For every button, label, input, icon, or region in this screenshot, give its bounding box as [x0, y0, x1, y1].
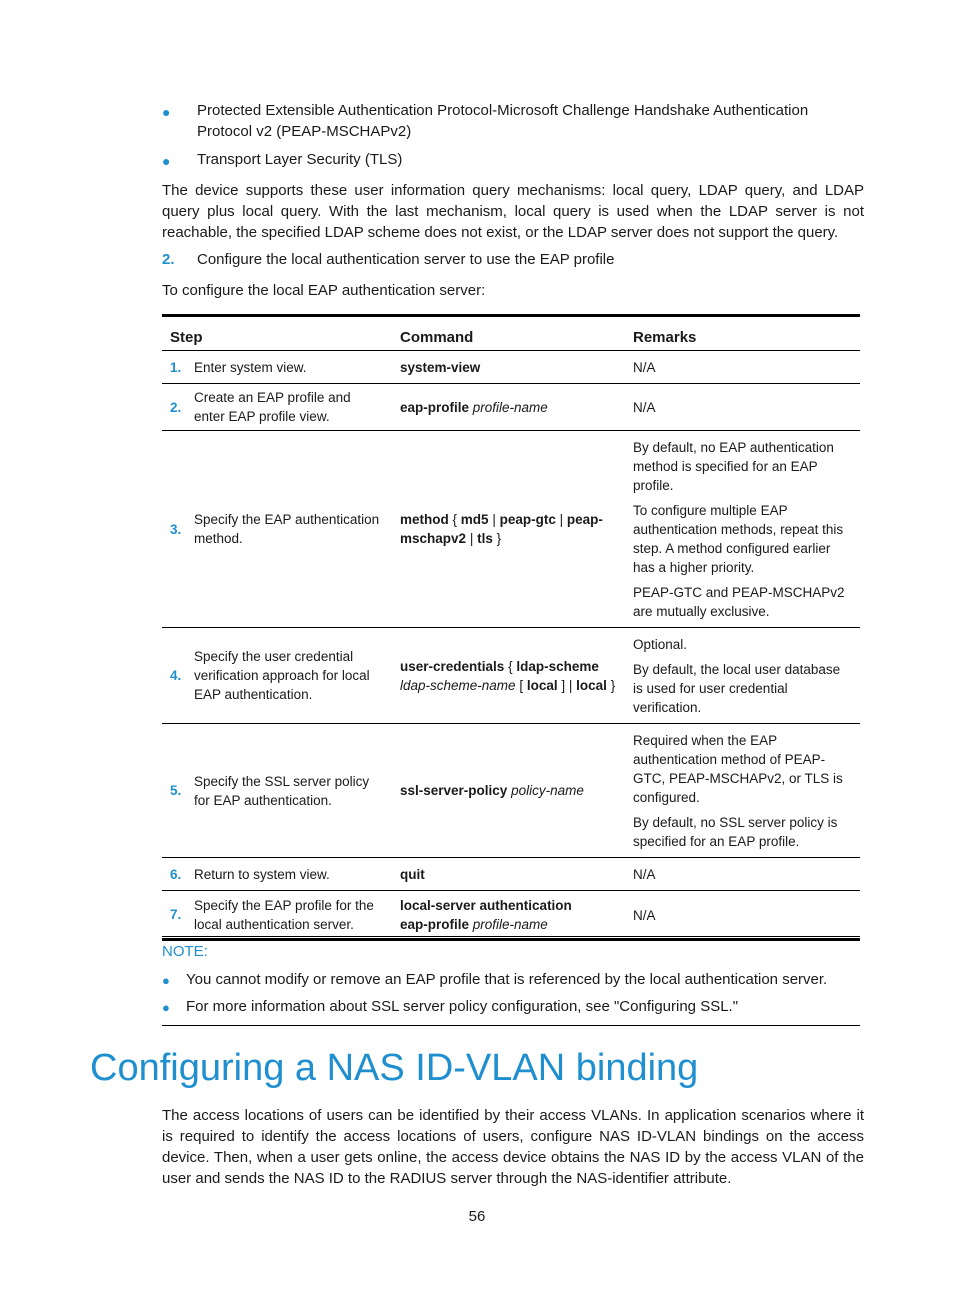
header-step: Step [162, 316, 392, 351]
step-number: 2. [162, 384, 186, 431]
remarks-cell [625, 384, 860, 431]
command-cell [392, 891, 625, 940]
command-cell [392, 384, 625, 431]
command-symbol: } [496, 531, 502, 546]
remark-text: Required when the EAP authentication method of PEAP-GTC, PEAP-MSCHAPv2, or TLS is configured. [633, 733, 843, 805]
remarks-cell [625, 724, 860, 858]
command-cell [392, 858, 625, 891]
table-intro: To configure the local EAP authentication server: [162, 282, 486, 299]
table-row [162, 628, 860, 724]
step-text: Configure the local authentication server to use the EAP profile [197, 251, 615, 268]
step-number: 4. [162, 628, 186, 724]
command-symbol: { [508, 658, 513, 674]
command-keyword: quit [400, 866, 425, 882]
command-keyword: system-view [400, 359, 481, 375]
command-keyword: ssl-server-policy [400, 783, 508, 798]
command-keyword: method [400, 512, 449, 527]
step-description: Specify the SSL server policy for EAP authentication. [186, 724, 392, 858]
command-keyword: eap-profile [400, 916, 470, 932]
bullet-icon: ● [162, 1000, 170, 1015]
remarks-cell [625, 351, 860, 384]
command-cell [392, 431, 625, 628]
step-description: Specify the EAP authentication method. [186, 431, 392, 628]
note-box [162, 936, 860, 1026]
command-symbol: ] | [561, 677, 573, 693]
step-description: Specify the EAP profile for the local authentication server. [186, 891, 392, 940]
command-symbol: | [469, 531, 474, 546]
step-number: 3. [162, 431, 186, 628]
list-item [162, 149, 862, 170]
remark-text: N/A [633, 907, 656, 923]
table-header-row [162, 316, 860, 351]
command-cell [392, 628, 625, 724]
remark-text: Optional. [633, 637, 688, 652]
command-keyword: tls [477, 531, 493, 546]
command-keyword: local-server authentication [400, 897, 572, 913]
table-row [162, 431, 860, 628]
table-row [162, 858, 860, 891]
remark-text: To configure multiple EAP authentication methods, repeat this step. A method configured earlier has a higher priority. [633, 503, 844, 575]
remarks-cell [625, 858, 860, 891]
remarks-cell [625, 431, 860, 628]
note-text: You cannot modify or remove an EAP profile that is referenced by the local authentication server. [186, 971, 828, 988]
command-symbol: { [452, 512, 458, 527]
step-number: 6. [162, 858, 186, 891]
header-command: Command [392, 316, 625, 351]
command-symbol: | [559, 512, 564, 527]
remarks-cell [625, 891, 860, 940]
command-symbol: | [492, 512, 496, 527]
list-item [162, 996, 860, 1017]
step-number: 5. [162, 724, 186, 858]
note-text: For more information about SSL server policy configuration, see "Configuring SSL." [186, 998, 739, 1015]
step-description: Return to system view. [186, 858, 392, 891]
configuration-table [162, 314, 860, 941]
section-paragraph: The access locations of users can be identified by their access VLANs. In application scenarios where it is required to identify the access locations of users, configure NAS ID-VLAN bindings on the access device. Then, when a user gets online, the access device obtains the NAS ID by the access VLAN of the user and sends the NAS ID to the RADIUS server through the NAS-identifier attribute. [162, 1107, 864, 1187]
list-item [162, 969, 860, 990]
command-symbol: } [610, 677, 616, 693]
page-number: 56 [468, 1208, 486, 1225]
step-number: 1. [162, 351, 186, 384]
step-description: Enter system view. [186, 351, 392, 384]
step-description: Specify the user credential verification approach for local EAP authentication. [186, 628, 392, 724]
command-keyword: eap-profile [400, 399, 470, 415]
list-item-text: Transport Layer Security (TLS) [197, 151, 403, 168]
remark-text: By default, no EAP authentication method is specified for an EAP profile. [633, 440, 834, 493]
command-cell [392, 724, 625, 858]
step-number: 2. [162, 251, 175, 268]
command-cell [392, 351, 625, 384]
remark-text: By default, no SSL server policy is specified for an EAP profile. [633, 815, 838, 849]
step-number: 7. [162, 891, 186, 940]
remark-text: By default, the local user database is used for user credential verification. [633, 662, 841, 715]
command-argument: profile-name [472, 399, 548, 415]
intro-paragraph: The device supports these user information query mechanisms: local query, LDAP query, and LDAP query plus local query. With the last mechanism, local query is used when the LDAP server is not reachable, the specified LDAP scheme does not exist, or the LDAP server does not support the query. [162, 182, 864, 241]
note-list [162, 969, 860, 1017]
table-row [162, 351, 860, 384]
remark-text: N/A [633, 867, 656, 882]
section-title: Configuring a NAS ID-VLAN binding [90, 1047, 699, 1089]
command-keyword: local [576, 677, 607, 693]
command-keyword: ldap-scheme [516, 658, 599, 674]
list-item-text: Protected Extensible Authentication Protocol-Microsoft Challenge Handshake Authentication Protocol v2 (PEAP-MSCHAPv2) [197, 102, 809, 140]
table-row [162, 891, 860, 940]
command-keyword: user-credentials [400, 658, 505, 674]
command-keyword: peap-mschapv2 [400, 512, 603, 546]
remark-text: PEAP-GTC and PEAP-MSCHAPv2 are mutually exclusive. [633, 585, 845, 619]
table-row [162, 384, 860, 431]
command-argument: ldap-scheme-name [400, 677, 516, 693]
remarks-cell [625, 628, 860, 724]
note-label: NOTE: [162, 943, 208, 960]
header-remarks: Remarks [625, 316, 860, 351]
command-symbol: [ [519, 677, 524, 693]
command-keyword: peap-gtc [499, 512, 556, 527]
procedure-step-2 [162, 249, 614, 270]
command-keyword: local [526, 677, 558, 693]
bullet-icon: ● [162, 153, 171, 169]
bullet-icon: ● [162, 973, 170, 988]
command-argument: policy-name [511, 783, 584, 798]
list-item [162, 100, 862, 142]
step-description: Create an EAP profile and enter EAP profile view. [186, 384, 392, 431]
remark-text: N/A [633, 400, 656, 415]
bullet-icon: ● [162, 104, 171, 120]
remark-text: N/A [633, 360, 656, 375]
command-argument: profile-name [472, 916, 548, 932]
protocol-list [162, 100, 862, 177]
command-keyword: md5 [460, 512, 489, 527]
table-row [162, 724, 860, 858]
